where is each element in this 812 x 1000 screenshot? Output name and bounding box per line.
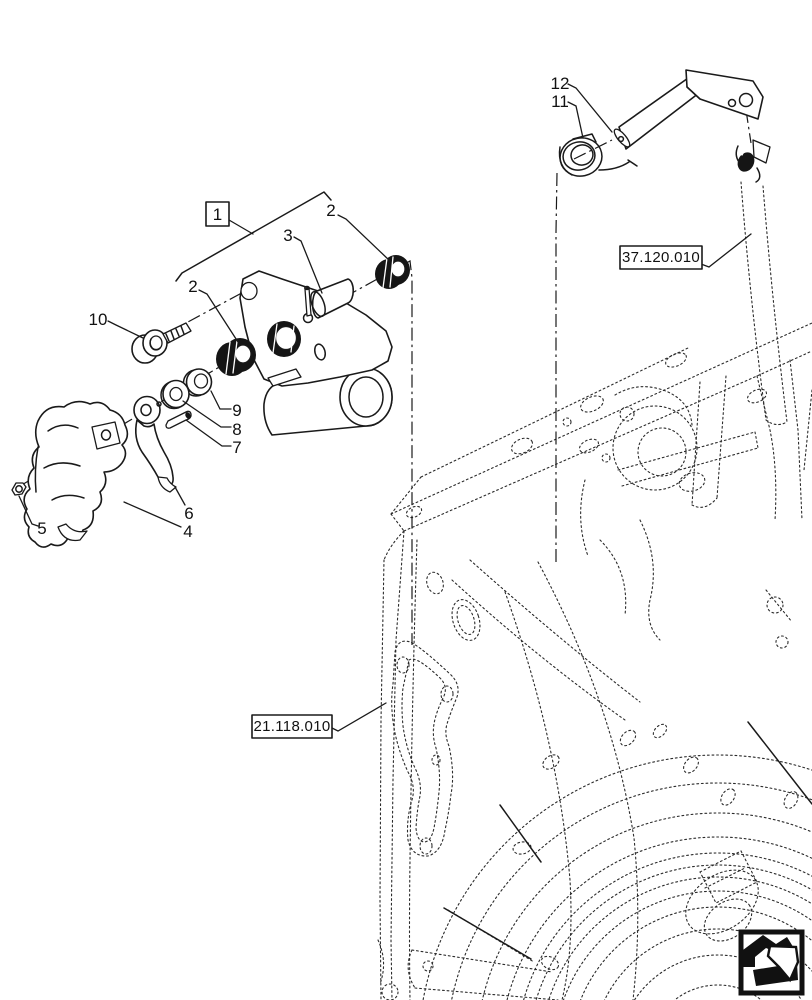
callout-11[interactable]: 11 <box>551 92 569 111</box>
part-bearing-2-right <box>375 255 410 289</box>
ref-box-37-120-010[interactable] <box>620 246 702 269</box>
callout-5[interactable]: 5 <box>37 519 47 538</box>
housing-clamp-fitting <box>735 140 770 182</box>
callout-6[interactable]: 6 <box>184 504 194 523</box>
transmission-housing-ghost <box>378 182 812 1000</box>
group-1-bracket-line <box>176 192 331 281</box>
part-screw-10 <box>132 323 191 363</box>
ref-box-21-118-010-label[interactable]: 21.118.010 <box>253 718 331 735</box>
callout-8[interactable]: 8 <box>232 420 242 439</box>
callout-2-left[interactable]: 2 <box>188 277 198 296</box>
part-bearing-2-left <box>216 338 256 376</box>
callout-12[interactable]: 12 <box>550 74 570 93</box>
previous-page-arrow-icon[interactable] <box>741 932 802 993</box>
callout-2-top[interactable]: 2 <box>326 201 336 220</box>
part-washer-8 <box>161 381 189 409</box>
callout-4[interactable]: 4 <box>183 522 193 541</box>
ref-box-37-120-010-label[interactable]: 37.120.010 <box>621 249 701 266</box>
part-nut-5 <box>12 483 26 495</box>
callout-9[interactable]: 9 <box>232 401 242 420</box>
part-roll-pin-7 <box>166 411 192 428</box>
callout-1[interactable]: 1 <box>212 205 223 224</box>
callout-7[interactable]: 7 <box>232 438 242 457</box>
part-bracket-assembly-3 <box>240 271 392 435</box>
callout-10[interactable]: 10 <box>88 310 108 329</box>
ref-box-21-118-010[interactable] <box>252 715 332 738</box>
part-lever-6 <box>134 397 176 493</box>
part-pin-rod-12 <box>612 70 763 149</box>
callout-3[interactable]: 3 <box>283 226 293 245</box>
